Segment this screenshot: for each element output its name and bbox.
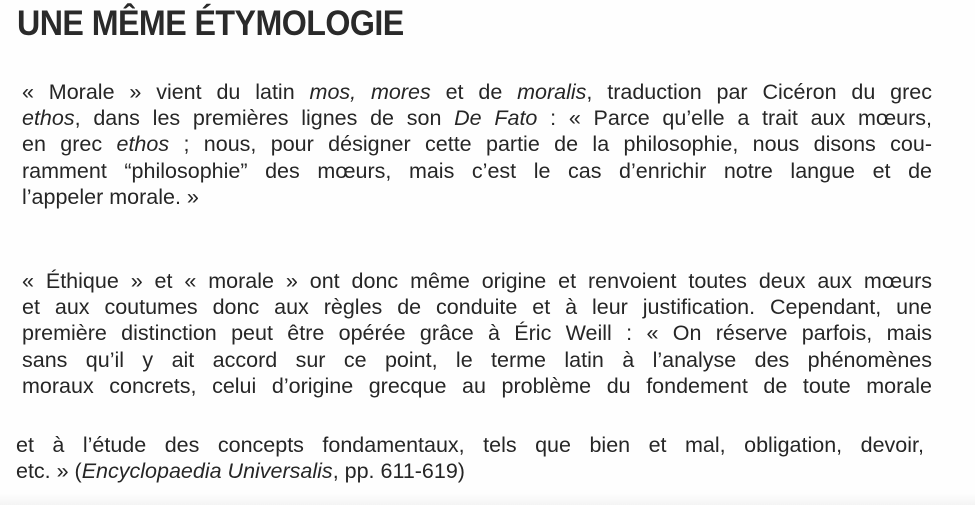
text-run: , pp. 611-619) [332,459,465,484]
text-run: , dans les premières lignes de son [74,106,455,131]
text-line: sans qu’il y ait accord sur ce point, le terme latin à l’analyse des phénomènes [22,347,932,372]
page-bottom-shadow [0,493,975,505]
text-run: en grec [22,132,117,157]
text-run: « Morale » vient du latin [22,80,310,104]
section-heading: UNE MÊME ÉTYMOLOGIE [17,4,404,43]
italic-latin-term: mos, mores [309,80,431,104]
text-run: , traduction par Cicéron du grec [586,80,932,104]
italic-greek-term: ethos [22,106,75,131]
text-line: ramment “philosophie” des mœurs, mais c’est le cas d’enrichir notre langue et de [22,158,932,183]
text-run: : « Parce qu’elle a trait aux mœurs, [537,106,932,131]
text-line [22,105,932,131]
text-line [16,458,924,484]
text-run: et de [430,80,518,104]
text-line: l’appeler morale. » [22,184,199,209]
italic-work-title: De Fato [454,106,538,131]
italic-source-title: Encyclopaedia Universalis [81,459,333,484]
paragraph-continuation [16,432,924,484]
italic-latin-term: moralis [517,80,587,104]
text-run: ; nous, pour désigner cette partie de la philosophie, nous disons cou- [169,132,932,157]
text-line [22,131,932,157]
text-line: « Éthique » et « morale » ont donc même origine et renvoient toutes deux aux mœurs [22,269,932,293]
text-line: et aux coutumes donc aux règles de conduite et à leur justification. Cependant, une [22,295,932,320]
paragraph-etymology-morale [22,79,932,210]
text-line: moraux concrets, celui d’origine grecque au problème du fondement de toute morale [22,373,932,398]
text-line: et à l’étude des concepts fondamentaux, tels que bien et mal, obligation, devoir, [16,433,924,457]
text-run: etc. » ( [16,459,82,484]
paragraph-ethique-morale [22,268,932,399]
italic-greek-term: ethos [116,132,170,157]
text-line [22,79,932,105]
text-line: première distinction peut être opérée grâce à Éric Weill : « On réserve parfois, mais [22,321,932,346]
